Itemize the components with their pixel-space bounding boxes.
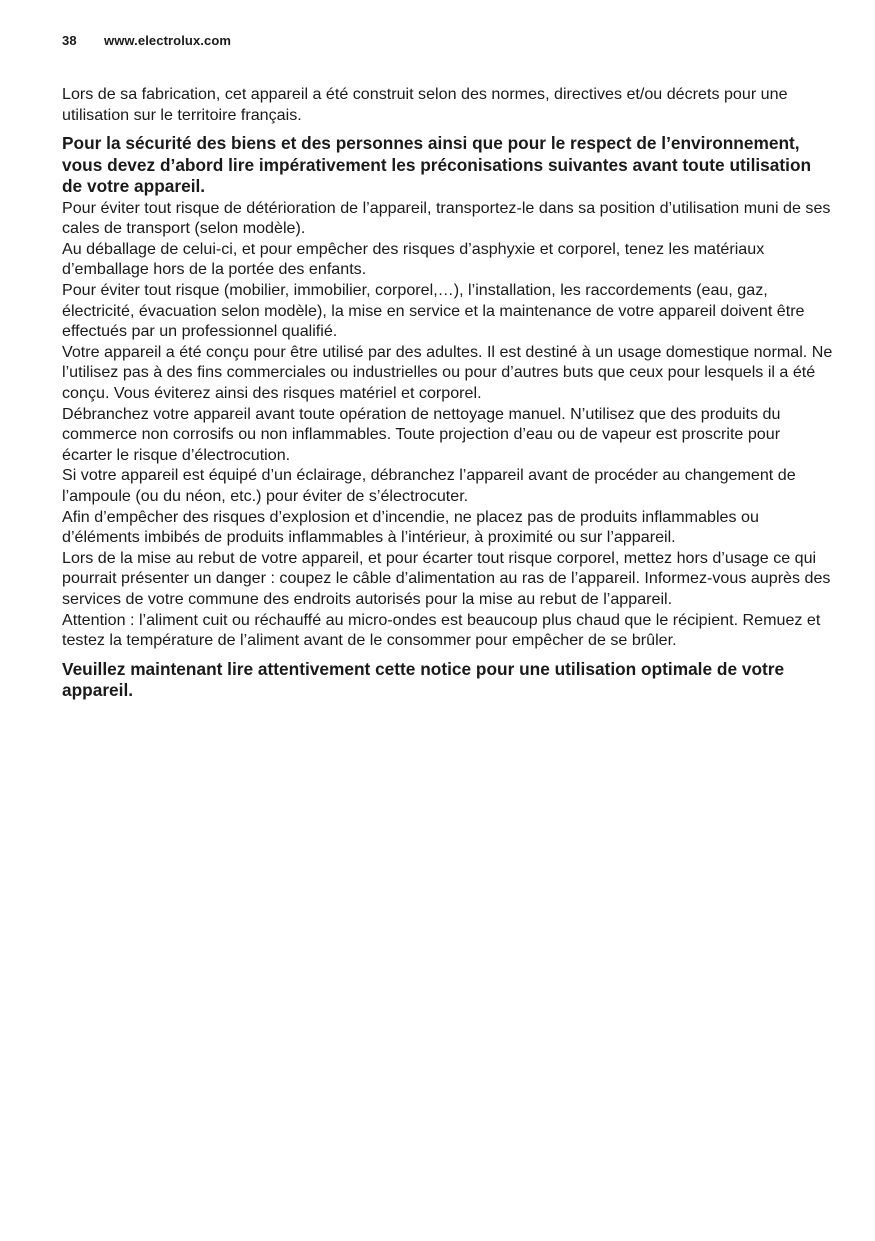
safety-paragraph-disposal: Lors de la mise au rebut de votre appareil, et pour écarter tout risque corporel, mettez hors d’usage ce qui pourrait présenter un danger : coupez le câble d’alimentation au ras de l’appareil. Informez-vous auprès des services de votre commune des endroits autorisés pour la mise au rebut de l’appareil.	[62, 548, 831, 608]
safety-heading: Pour la sécurité des biens et des personnes ainsi que pour le respect de l’environnement, vous devez d’abord lire impérativement les préconisations suivantes avant toute utilisation de votre appareil.	[62, 133, 812, 197]
website-url: www.electrolux.com	[104, 33, 232, 48]
safety-paragraph-usage: Votre appareil a été conçu pour être utilisé par des adultes. Il est destiné à un usage domestique normal. Ne l’utilisez pas à des fins commerciales ou industrielles ou pour d’autres buts que ceux pour lesquels il a été conçu. Vous éviterez ainsi des risques matériel et corporel.	[62, 342, 833, 403]
safety-paragraph-lighting: Si votre appareil est équipé d’un éclairage, débranchez l’appareil avant de procéder au changement de l’ampoule (ou du néon, etc.) pour éviter de s’électrocuter.	[62, 466, 796, 505]
document-body	[62, 84, 834, 702]
safety-paragraph-packaging: Au déballage de celui-ci, et pour empêcher des risques d’asphyxie et corporel, tenez les matériaux d’emballage hors de la portée des enfants.	[62, 239, 765, 279]
safety-paragraph-fire: Afin d’empêcher des risques d’explosion et d’incendie, ne placez pas de produits inflammables ou d’éléments imbibés de produits inflammables à l’intérieur, à proximité ou sur l’appareil.	[62, 507, 759, 547]
safety-paragraph-microwave: Attention : l’aliment cuit ou réchauffé au micro-ondes est beaucoup plus chaud que le récipient. Remuez et testez la température de l’aliment avant de le consommer pour empêcher de se brûler.	[62, 610, 821, 650]
safety-paragraph-cleaning: Débranchez votre appareil avant toute opération de nettoyage manuel. N’utilisez que des produits du commerce non corrosifs ou non inflammables. Toute projection d’eau ou de vapeur est proscrite pour écarter le risque d’électrocution.	[62, 404, 781, 464]
page-header	[62, 33, 231, 48]
page-number: 38	[62, 33, 77, 48]
intro-paragraph: Lors de sa fabrication, cet appareil a été construit selon des normes, directives et/ou décrets pour une utilisation sur le territoire français.	[62, 85, 788, 124]
safety-paragraph-installation: Pour éviter tout risque (mobilier, immobilier, corporel,…), l’installation, les raccordements (eau, gaz, électricité, évacuation selon modèle), la mise en service et la maintenance de votre appareil doivent être effectués par un professionnel qualifié.	[62, 281, 805, 341]
safety-paragraph-transport: Pour éviter tout risque de détérioration de l’appareil, transportez-le dans sa position d’utilisation muni de ses cales de transport (selon modèle).	[62, 198, 831, 238]
closing-heading: Veuillez maintenant lire attentivement cette notice pour une utilisation optimale de votre appareil.	[62, 658, 785, 701]
